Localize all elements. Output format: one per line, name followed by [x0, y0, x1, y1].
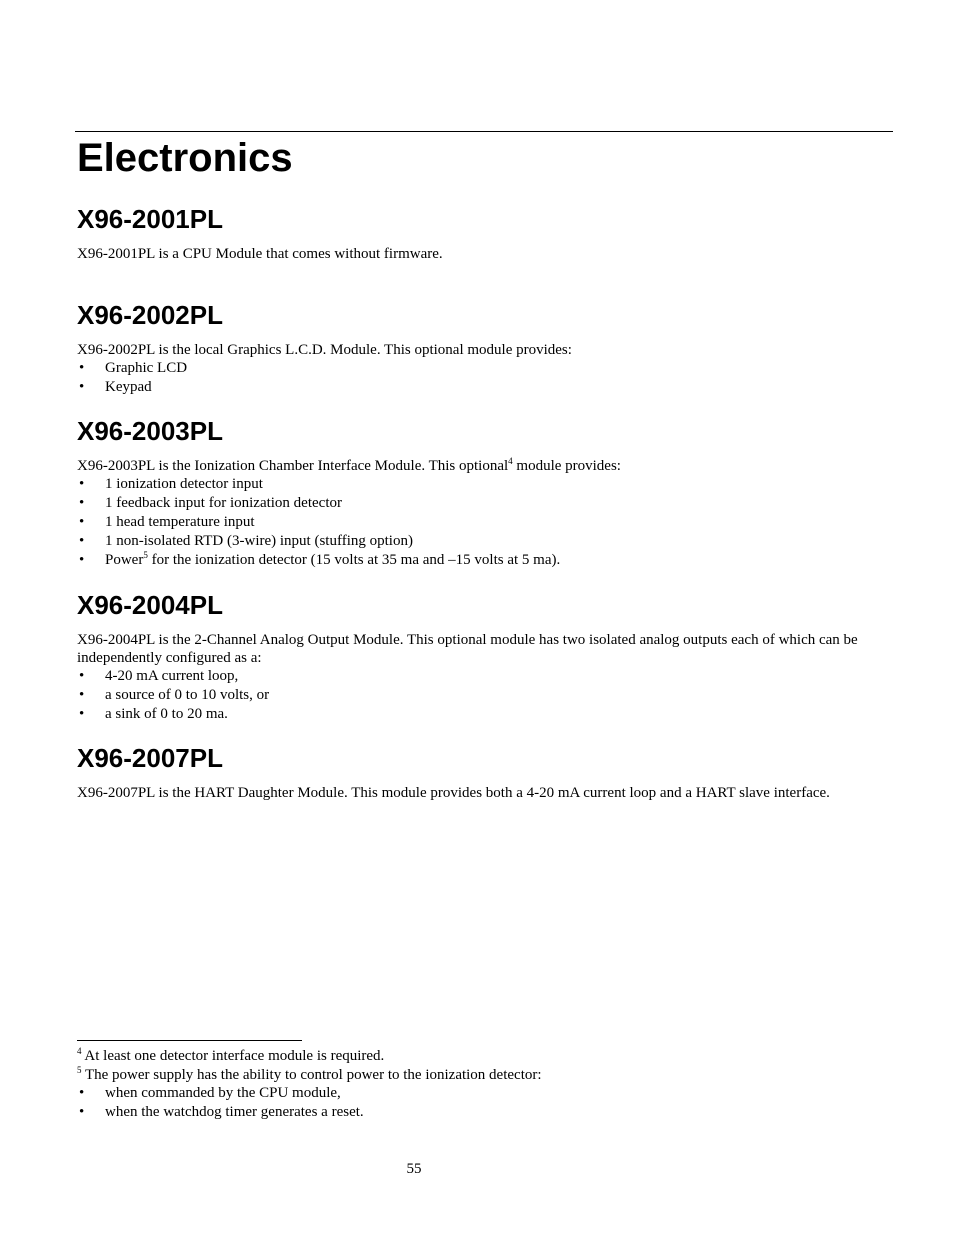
list-item: [77, 686, 269, 705]
list-item-text: 1 non-isolated RTD (3-wire) input (stuffing option): [105, 533, 413, 549]
bullet-icon: •: [79, 379, 85, 395]
section-body-x96-2002pl: X96-2002PL is the local Graphics L.C.D. Module. This optional module provides:: [77, 342, 572, 358]
bullet-icon: •: [79, 706, 85, 722]
bullet-list-x96-2002pl: [77, 359, 187, 397]
body-text-end: module provides:: [512, 458, 621, 474]
list-item-text: Graphic LCD: [105, 360, 188, 376]
bullet-icon: •: [79, 552, 85, 568]
list-item: [77, 532, 560, 551]
list-item: [77, 551, 560, 570]
list-item: [77, 667, 269, 686]
section-body-x96-2007pl: X96-2007PL is the HART Daughter Module. This module provides both a 4-20 mA current loop and a HART slave interface.: [77, 785, 830, 801]
footnote-text: The power supply has the ability to control power to the ionization detector:: [81, 1067, 542, 1083]
section-body-x96-2001pl: X96-2001PL is a CPU Module that comes without firmware.: [77, 246, 443, 262]
bullet-list-x96-2003pl: [77, 475, 560, 570]
bullet-icon: •: [79, 495, 85, 511]
list-item-text: when commanded by the CPU module,: [105, 1085, 341, 1101]
bullet-icon: •: [79, 1104, 85, 1120]
bullet-icon: •: [79, 514, 85, 530]
list-item-text: 1 feedback input for ionization detector: [105, 495, 342, 511]
footnote-ref-4: 4: [508, 456, 513, 466]
list-item: [77, 359, 187, 378]
bullet-icon: •: [79, 476, 85, 492]
list-item-text: a source of 0 to 10 volts, or: [105, 687, 270, 703]
footnote-number: 5: [77, 1065, 82, 1075]
list-item-text-end: for the ionization detector (15 volts at 35 ma and –15 volts at 5 ma).: [147, 552, 561, 568]
list-item-text: 1 ionization detector input: [105, 476, 263, 492]
section-body-x96-2003pl: [77, 457, 621, 475]
bullet-icon: •: [79, 1085, 85, 1101]
section-heading-x96-2003pl: X96-2003PL: [77, 416, 223, 446]
list-item-text: Keypad: [105, 379, 152, 395]
section-heading-x96-2002pl: X96-2002PL: [77, 300, 223, 330]
footnote-5: [77, 1066, 542, 1084]
list-item-text: when the watchdog timer generates a reset.: [105, 1104, 364, 1120]
list-item: [77, 705, 269, 724]
section-heading-x96-2007pl: X96-2007PL: [77, 743, 223, 773]
list-item: [77, 494, 560, 513]
bullet-list-x96-2004pl: [77, 667, 269, 724]
section-body-x96-2004pl: X96-2004PL is the 2-Channel Analog Output Module. This optional module has two isolated analog outputs each of which can be independently configured as a:: [77, 632, 858, 666]
bullet-icon: •: [79, 687, 85, 703]
list-item-text: 4-20 mA current loop,: [105, 668, 239, 684]
bullet-icon: •: [79, 360, 85, 376]
page-number: 55: [406, 1161, 422, 1177]
list-item: [77, 513, 560, 532]
footnote-number: 4: [77, 1046, 82, 1056]
header-rule: [75, 131, 893, 132]
list-item: [77, 475, 560, 494]
body-text-start: X96-2003PL is the Ionization Chamber Interface Module. This optional: [77, 458, 509, 474]
bullet-icon: •: [79, 668, 85, 684]
section-heading-x96-2004pl: X96-2004PL: [77, 590, 223, 620]
footnote-ref-5: 5: [143, 550, 148, 560]
bullet-icon: •: [79, 533, 85, 549]
list-item: [77, 378, 187, 397]
list-item-text-start: Power: [105, 552, 144, 568]
list-item: [77, 1103, 364, 1122]
chapter-title: Electronics: [77, 136, 293, 180]
footnote-text: At least one detector interface module is required.: [81, 1048, 385, 1064]
section-heading-x96-2001pl: X96-2001PL: [77, 204, 223, 234]
footnote-4: [77, 1047, 384, 1065]
footnote-bullet-list: [77, 1084, 364, 1122]
list-item: [77, 1084, 364, 1103]
list-item-text: a sink of 0 to 20 ma.: [105, 706, 228, 722]
footnote-separator: [77, 1040, 302, 1041]
list-item-text: 1 head temperature input: [105, 514, 255, 530]
